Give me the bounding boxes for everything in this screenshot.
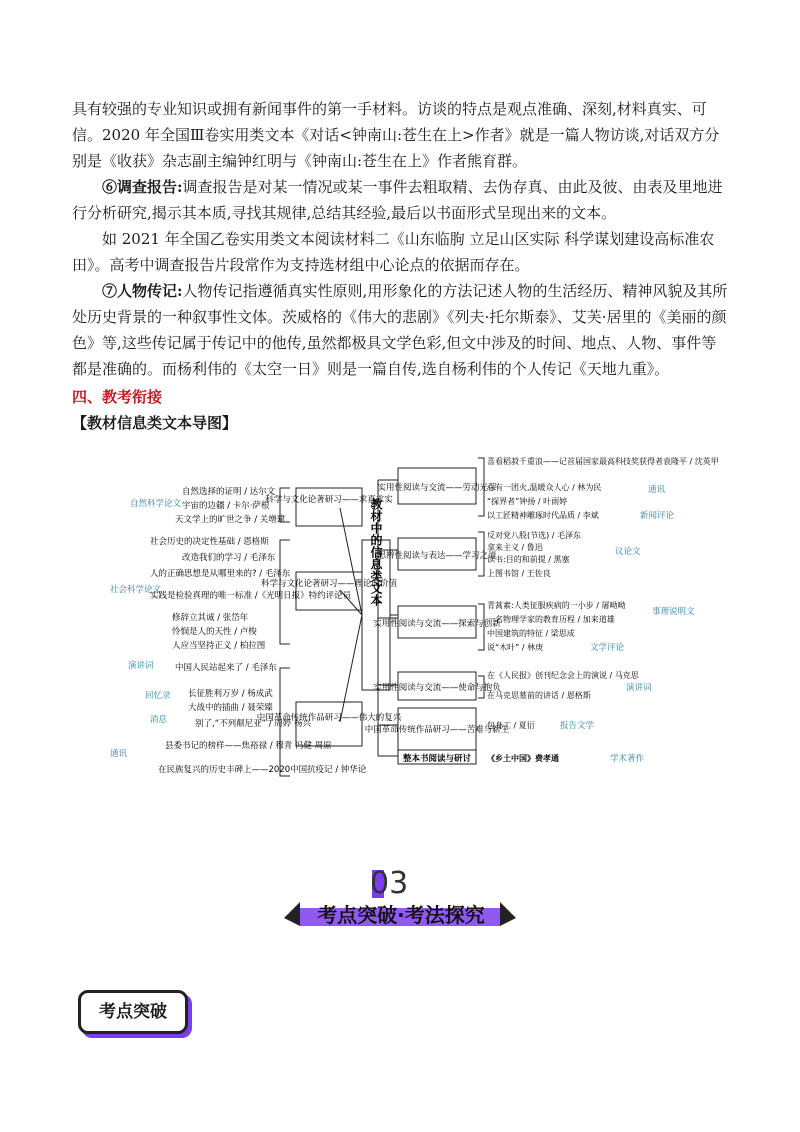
paragraph-interview-example: 2020 年全国Ⅲ卷实用类文本《对话<钟南山:苍生在上>作者》就是一篇人物访谈,对话双方分别是《收获》杂志副主编钟红明与《钟南山:苍生在上》作者熊育群。 bbox=[72, 126, 720, 170]
work-item: 长征胜利万岁 / 杨成武 bbox=[188, 689, 273, 699]
work-item: 在民族复兴的历史丰碑上——2020中国抗疫记 / 钟华论 bbox=[158, 765, 367, 775]
banner-title: 考点突破·考法探究 bbox=[317, 903, 485, 927]
work-item: 怜悯是人的天性 / 卢梭 bbox=[172, 627, 257, 637]
work-item: “探界者”钟扬 / 叶雨婷 bbox=[487, 497, 568, 506]
work-item: 反对党八股(节选) / 毛泽东 bbox=[487, 531, 582, 540]
work-item: 修辞立其诚 / 张岱年 bbox=[172, 613, 249, 623]
work-item: 心有一团火,温暖众人心 / 林为民 bbox=[487, 483, 602, 492]
badge-label: 考点突破 bbox=[99, 1002, 167, 1022]
work-item: 别了,“不列颠尼亚” / 周婷 杨兴 bbox=[195, 719, 311, 729]
mindmap-center: 教材中的信息类文本 bbox=[369, 498, 383, 606]
left-group-label: 科学与文化论著研习——理论的价值 bbox=[260, 579, 398, 589]
work-item: 大战中的插曲 / 聂荣臻 bbox=[188, 703, 273, 713]
biography-body: 人物传记指遵循真实性原则,用形象化的方法记述人物的生活经历、精神风貌及其所处历史背景的一种叙事性文体。茨威格的《伟大的悲剧》《列夫·托尔斯泰》、艾芙·居里的《美丽的颜色》等,这些传记属于传记中的他传,虽然都极具文学色彩,但文中涉及的时间、地点、人物、事件等都是准确的。而杨利伟的《太空一日》则是一篇自传,选自杨利伟的个人传记《天地九重》。 bbox=[72, 282, 728, 378]
genre-tag: 新闻评论 bbox=[640, 511, 675, 521]
genre-tag: 事理说明文 bbox=[652, 607, 695, 617]
right-group-label: 实用性阅读与交流——探索与创新 bbox=[373, 619, 501, 629]
genre-tag: 通讯 bbox=[648, 485, 666, 495]
genre-tag: 报告文学 bbox=[560, 721, 595, 731]
work-item: 上图书馆 / 王佐良 bbox=[487, 569, 551, 578]
work-item: 社会历史的决定性基础 / 恩格斯 bbox=[150, 537, 269, 547]
survey-report-body: 调查报告是对某一情况或某一事件去粗取精、去伪存真、由此及彼、由表及里地进行分析研究,揭示其本质,寻找其规律,总结其经验,最后以书面形式呈现出来的文本。 bbox=[72, 178, 723, 222]
paragraph-biography bbox=[72, 278, 728, 382]
work-item: 天文学上的旷世之争 / 关增建 bbox=[175, 515, 286, 525]
work-item: 中国人民站起来了 / 毛泽东 bbox=[175, 663, 277, 673]
work-item: 在马克思墓前的讲话 / 恩格斯 bbox=[487, 691, 591, 700]
section-badge bbox=[78, 990, 188, 1034]
work-item: 人应当坚持正义 / 柏拉图 bbox=[172, 641, 266, 651]
work-item: 实践是检验真理的唯一标准 /《光明日报》特约评论员 bbox=[150, 591, 352, 601]
work-item: 拿来主义 / 鲁迅 bbox=[487, 543, 543, 552]
genre-tag: 通讯 bbox=[110, 749, 128, 759]
work-item: 县委书记的榜样——焦裕禄 / 穆青 冯健 周原 bbox=[165, 741, 332, 751]
paragraph-survey-example: 如 2021 年全国乙卷实用类文本阅读材料二《山东临朐 立足山区实际 科学谋划建设高标准农田》。高考中调查报告片段常作为支持选材组中心论点的依据而存在。 bbox=[72, 230, 715, 274]
section-subtitle: 【教材信息类文本导图】 bbox=[72, 414, 238, 432]
section-title: 四、教考衔接 bbox=[72, 388, 163, 406]
right-group-label: 思辨性阅读与表达——学习之道 bbox=[377, 551, 497, 561]
genre-tag: 回忆录 bbox=[145, 691, 171, 701]
mindmap bbox=[0, 440, 800, 820]
work-item: 人的正确思想是从哪里来的? / 毛泽东 bbox=[150, 569, 291, 579]
paragraph-survey-report bbox=[72, 174, 728, 226]
work-item: 一名物理学家的教育历程 / 加来道雄 bbox=[487, 615, 615, 624]
work-item: 读书:目的和前提 / 黑塞 bbox=[487, 555, 570, 564]
genre-tag: 社会科学论文 bbox=[110, 585, 162, 595]
work-item: 说“木叶” / 林庚 bbox=[487, 643, 544, 652]
survey-report-heading: ⑥调查报告: bbox=[102, 178, 183, 196]
right-group-label: 整本书阅读与研讨 bbox=[402, 754, 472, 764]
work-item: 在《人民报》创刊纪念会上的演说 / 马克思 bbox=[487, 671, 639, 680]
left-group-label: 科学与文化论著研习——求真求实 bbox=[265, 495, 393, 505]
work-item: 宇宙的边疆 / 卡尔·萨根 bbox=[182, 501, 270, 511]
left-group-label: 中国革命传统作品研习——伟大的复兴 bbox=[256, 713, 402, 723]
work-item: 自然选择的证明 / 达尔文 bbox=[182, 487, 276, 497]
work-item: 中国建筑的特征 / 梁思成 bbox=[487, 629, 575, 638]
banner-number: 03 bbox=[370, 866, 409, 901]
genre-tag: 自然科学论文 bbox=[130, 499, 182, 509]
genre-tag: 演讲词 bbox=[626, 683, 652, 693]
work-item: 改造我们的学习 / 毛泽东 bbox=[182, 553, 276, 563]
right-group-label: 实用性阅读与交流——使命与抱负 bbox=[373, 683, 501, 693]
genre-tag: 消息 bbox=[150, 715, 168, 725]
genre-tag: 议论文 bbox=[615, 547, 641, 557]
work-item: 以工匠精神雕琢时代品质 / 李斌 bbox=[487, 511, 599, 520]
genre-tag: 演讲词 bbox=[128, 661, 154, 671]
work-item: 《乡土中国》费孝通 bbox=[487, 754, 559, 763]
work-item: 青蒿素:人类征服疾病的一小步 / 屠呦呦 bbox=[487, 601, 626, 610]
genre-tag: 文学评论 bbox=[590, 643, 625, 653]
genre-tag: 学术著作 bbox=[610, 754, 645, 764]
biography-heading: ⑦人物传记: bbox=[102, 282, 183, 300]
paragraph-interview-end: 具有较强的专业知识或拥有新闻事件的第一手材料。访谈的特点是观点准确、深刻,材料真实、可信。 bbox=[72, 100, 707, 144]
work-item: 包身工 / 夏衍 bbox=[487, 721, 535, 730]
right-group-label: 实用性阅读与交流——劳动光荣 bbox=[377, 483, 497, 493]
right-group-label: 中国革命传统作品研习——苦难与新生 bbox=[364, 725, 510, 735]
work-item: 喜看稻菽千重浪——记首届国家最高科技奖获得者袁隆平 / 沈英甲 bbox=[487, 457, 719, 466]
